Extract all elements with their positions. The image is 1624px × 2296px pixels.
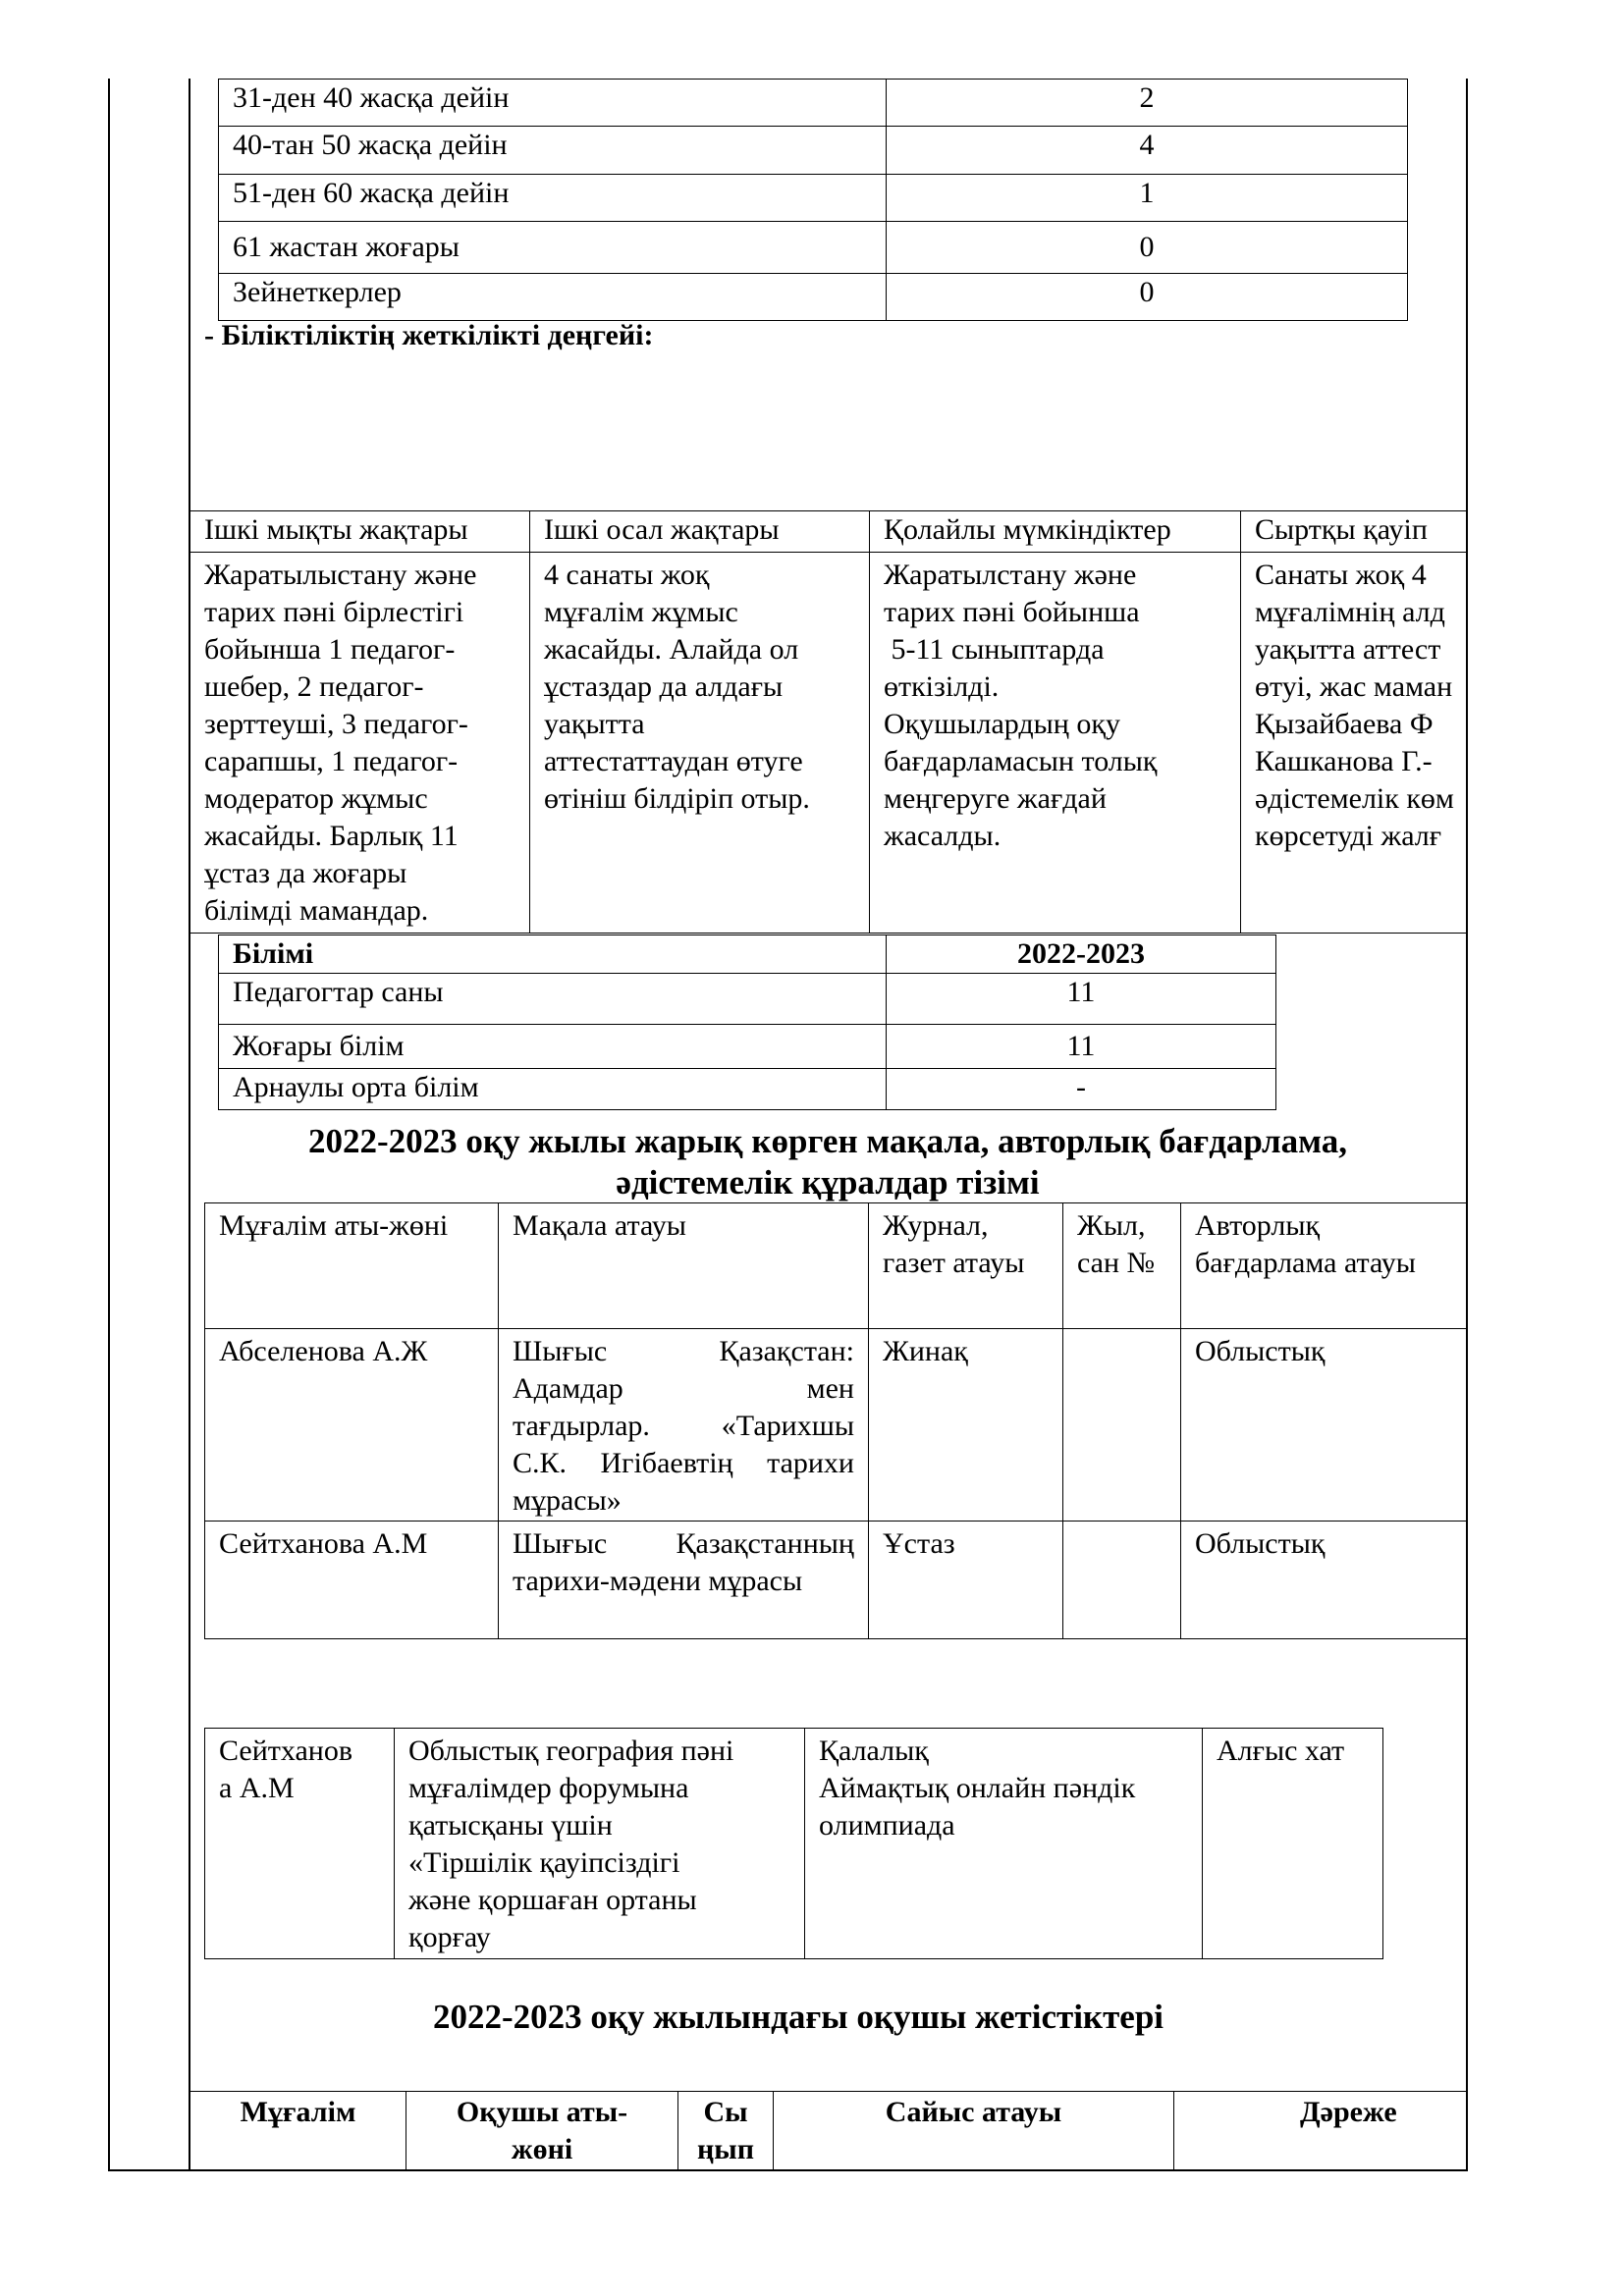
table-row <box>205 1522 1467 1639</box>
text-line: жасалды. <box>884 820 1001 852</box>
text-line: ұстаз да жоғары <box>204 857 407 889</box>
swot-weaknesses-cell <box>530 553 870 934</box>
article-journal: Ұстаз <box>869 1522 1063 1639</box>
articles-header-title: Мақала атауы <box>499 1203 869 1329</box>
age-value: 0 <box>887 222 1408 274</box>
text-line: мұрасы» <box>513 1484 622 1517</box>
swot-opportunities-cell <box>870 553 1241 934</box>
text-line: Санаты жоқ 4 <box>1255 559 1427 591</box>
achievements-header-student <box>406 2092 678 2170</box>
achievements-heading: 2022-2023 оқу жылындағы оқушы жетістіктері <box>432 1998 1164 2036</box>
text-line: Кашканова Г.- <box>1255 745 1433 777</box>
articles-header-journal <box>869 1203 1063 1329</box>
text-line: Журнал, <box>883 1209 989 1242</box>
table-row <box>219 274 1408 321</box>
text-line: модератор жұмыс <box>204 782 428 815</box>
table-row <box>190 2092 1467 2170</box>
text-line: мұғалімдер форумына <box>408 1772 689 1804</box>
education-header-year: 2022-2023 <box>887 935 1276 974</box>
table-row <box>219 1025 1276 1069</box>
page-frame-right <box>1466 79 1468 2169</box>
text-line: өтуі, жас маман <box>1255 670 1453 703</box>
text-line: Адамдар мен <box>513 1372 854 1405</box>
table-row <box>190 553 1467 934</box>
text-line: Аймақтық онлайн пәндік <box>819 1772 1136 1804</box>
articles-heading-line1: 2022-2023 оқу жылы жарық көрген мақала, авторлық бағдарлама, <box>308 1122 1347 1160</box>
article-title <box>499 1522 869 1639</box>
forum-event <box>395 1729 805 1959</box>
text-line: білімді мамандар. <box>204 894 429 927</box>
text-line: «Тіршілік қауіпсіздігі <box>408 1846 680 1879</box>
table-row <box>219 175 1408 222</box>
swot-header-strengths: Ішкі мықты жақтары <box>190 511 530 553</box>
text-line: сарапшы, 1 педагог- <box>204 745 459 777</box>
text-line: тарих пәні бірлестігі <box>204 596 464 628</box>
articles-heading-line2: әдістемелік құралдар тізімі <box>616 1163 1040 1201</box>
articles-header-year <box>1063 1203 1181 1329</box>
text-line: ұстаздар да алдағы <box>544 670 784 703</box>
age-label: 61 жастан жоғары <box>219 222 887 274</box>
age-label: 40-тан 50 жасқа дейін <box>219 127 887 175</box>
table-row <box>219 974 1276 1025</box>
articles-heading <box>189 1121 1466 1203</box>
forum-teacher <box>205 1729 395 1959</box>
text-line: 4 санаты жоқ <box>544 559 710 591</box>
age-label: 31-ден 40 жасқа дейін <box>219 80 887 127</box>
table-row <box>190 511 1467 553</box>
education-label: Педагогтар саны <box>219 974 887 1025</box>
text-line: аттестаттаудан өтуге <box>544 745 803 777</box>
text-line: бағдарлама атауы <box>1195 1247 1416 1279</box>
education-table <box>218 934 1276 1110</box>
article-journal: Жинақ <box>869 1329 1063 1522</box>
text-line: көрсетуді жалғ <box>1255 820 1442 852</box>
article-year <box>1063 1329 1181 1522</box>
article-teacher: Сейтханова А.М <box>205 1522 499 1639</box>
achievements-table <box>189 2091 1467 2170</box>
education-value: - <box>887 1069 1276 1110</box>
swot-header-threats: Сыртқы қауіп <box>1241 511 1467 553</box>
text-line: Оқушы аты- <box>456 2096 628 2128</box>
text-line: Авторлық <box>1195 1209 1321 1242</box>
achievements-header-contest: Сайыс атауы <box>774 2092 1174 2170</box>
text-line: Облыстық география пәні <box>408 1735 734 1767</box>
text-line: Шығыс Қазақстан: <box>513 1335 854 1367</box>
text-line: Қызайбаева Ф <box>1255 708 1434 740</box>
table-row <box>219 1069 1276 1110</box>
text-line: мұғалім жұмыс <box>544 596 738 628</box>
age-label: Зейнеткерлер <box>219 274 887 321</box>
swot-table <box>189 510 1467 934</box>
article-level: Облыстық <box>1181 1522 1467 1639</box>
page-frame-left-outer <box>108 79 110 2169</box>
age-value: 1 <box>887 175 1408 222</box>
education-header-label: Білімі <box>219 935 887 974</box>
text-line: Жаратылстану және <box>884 559 1137 591</box>
age-value: 0 <box>887 274 1408 321</box>
education-label: Арнаулы орта білім <box>219 1069 887 1110</box>
text-line: уақытта <box>544 708 645 740</box>
text-line: Қалалық <box>819 1735 929 1767</box>
text-line: Жыл, <box>1077 1209 1146 1242</box>
text-line: Сы <box>703 2096 748 2128</box>
achievements-header-rank: Дәреже <box>1174 2092 1467 2170</box>
text-line: мұғалімнің алд <box>1255 596 1445 628</box>
text-line: қорғау <box>408 1921 491 1953</box>
age-table <box>218 79 1408 321</box>
text-line: тарихи-мәдени мұрасы <box>513 1565 803 1597</box>
table-row <box>205 1203 1467 1329</box>
text-line: шебер, 2 педагог- <box>204 670 424 703</box>
table-row <box>219 935 1276 974</box>
text-line: және қоршаған ортаны <box>408 1884 697 1916</box>
text-line: әдістемелік көм <box>1255 782 1454 815</box>
table-row <box>219 127 1408 175</box>
qualification-heading: - Біліктіліктің жеткілікті деңгейі: <box>204 319 654 351</box>
article-title <box>499 1329 869 1522</box>
text-line: тағдырлар. «Тарихшы <box>513 1410 854 1442</box>
text-line: жасайды. Алайда ол <box>544 633 799 666</box>
table-row <box>219 222 1408 274</box>
text-line: бағдарламасын толық <box>884 745 1158 777</box>
articles-header-program <box>1181 1203 1467 1329</box>
swot-header-opportunities: Қолайлы мүмкіндіктер <box>870 511 1241 553</box>
text-line: қатысқаны үшін <box>408 1809 613 1842</box>
text-line: С.К. Игібаевтің тарихи <box>513 1447 854 1479</box>
age-label: 51-ден 60 жасқа дейін <box>219 175 887 222</box>
swot-strengths-cell <box>190 553 530 934</box>
achievements-header-teacher: Мұғалім <box>190 2092 406 2170</box>
text-line: меңгеруге жағдай <box>884 782 1107 815</box>
text-line: жөні <box>511 2133 573 2165</box>
text-line: зерттеуші, 3 педагог- <box>204 708 468 740</box>
forum-table <box>204 1728 1383 1959</box>
age-value: 2 <box>887 80 1408 127</box>
achievements-header-grade <box>678 2092 774 2170</box>
education-value: 11 <box>887 1025 1276 1069</box>
article-teacher: Абселенова А.Ж <box>205 1329 499 1522</box>
text-line: бойынша 1 педагог- <box>204 633 456 666</box>
text-line: жасайды. Барлық 11 <box>204 820 459 852</box>
article-year <box>1063 1522 1181 1639</box>
text-line: Шығыс Қазақстанның <box>513 1527 854 1560</box>
articles-header-teacher: Мұғалім аты-жөні <box>205 1203 499 1329</box>
text-line: олимпиада <box>819 1809 955 1842</box>
table-row <box>205 1329 1467 1522</box>
table-row <box>205 1729 1383 1959</box>
articles-table <box>204 1202 1467 1639</box>
text-line: өткізілді. <box>884 670 1000 703</box>
forum-award: Алғыс хат <box>1203 1729 1383 1959</box>
table-row <box>219 80 1408 127</box>
text-line: газет атауы <box>883 1247 1025 1279</box>
text-line: Жаратылыстану және <box>204 559 477 591</box>
swot-threats-cell <box>1241 553 1467 934</box>
education-label: Жоғары білім <box>219 1025 887 1069</box>
text-line: өтініш білдіріп отыр. <box>544 782 810 815</box>
text-line: тарих пәні бойынша <box>884 596 1140 628</box>
text-line: уақытта аттест <box>1255 633 1441 666</box>
swot-header-weaknesses: Ішкі осал жақтары <box>530 511 870 553</box>
education-value: 11 <box>887 974 1276 1025</box>
text-line: 5-11 сыныптарда <box>884 633 1105 666</box>
text-line: Оқушылардың оқу <box>884 708 1120 740</box>
text-line: Сейтханов <box>219 1735 352 1767</box>
article-level: Облыстық <box>1181 1329 1467 1522</box>
text-line: сан № <box>1077 1247 1156 1279</box>
text-line: ңып <box>697 2133 754 2165</box>
forum-level <box>805 1729 1203 1959</box>
age-value: 4 <box>887 127 1408 175</box>
text-line: а А.М <box>219 1772 295 1804</box>
